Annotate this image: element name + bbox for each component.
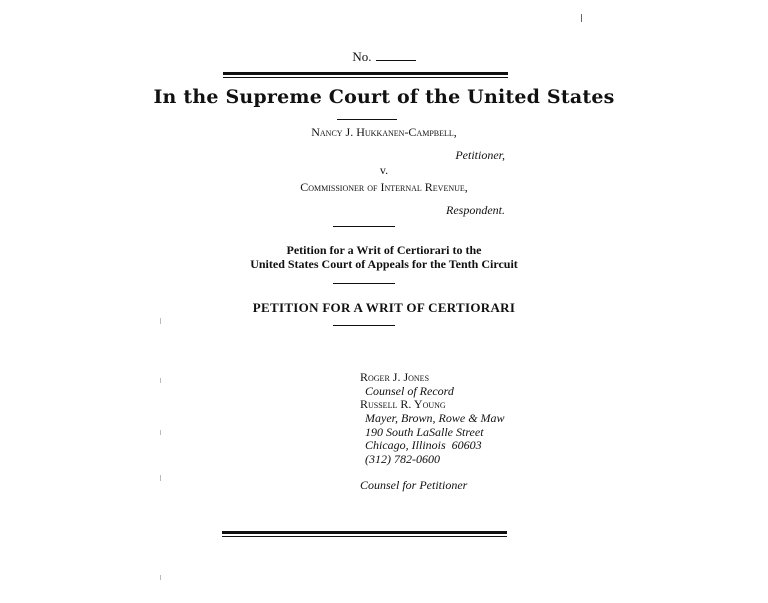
scan-speck (160, 430, 161, 435)
petitioner-name: Nancy J. Hukkanen-Campbell, (311, 125, 457, 139)
versus: v. (379, 163, 389, 177)
respondent-role: Respondent. (446, 203, 505, 217)
docket-label: No. (352, 49, 372, 64)
scan-speck (160, 318, 161, 324)
bottom-double-rule-lower (222, 536, 507, 537)
divider (337, 119, 397, 120)
divider (333, 283, 395, 284)
firm-phone: (312) 782-0600 (365, 452, 440, 466)
court-title: In the Supreme Court of the United States (153, 86, 615, 108)
respondent-name: Commissioner of Internal Revenue, (300, 180, 468, 194)
scan-speck (160, 378, 161, 383)
docket-blank (376, 49, 416, 61)
firm-city: Chicago, Illinois 60603 (365, 438, 482, 452)
firm-street: 190 South LaSalle Street (365, 425, 484, 439)
firm-name: Mayer, Brown, Rowe & Maw (365, 411, 505, 425)
petition-heading: PETITION FOR A WRIT OF CERTIORARI (252, 300, 516, 315)
top-double-rule-upper (223, 72, 508, 75)
attorney-2-name: Russell R. Young (360, 397, 446, 411)
scan-speck (160, 575, 161, 580)
counsel-for-petitioner: Counsel for Petitioner (360, 478, 468, 492)
divider (333, 226, 395, 227)
petitioner-role: Petitioner, (455, 148, 505, 162)
petition-line-1: Petition for a Writ of Certiorari to the (286, 243, 482, 257)
scan-speck (581, 14, 582, 22)
top-double-rule-lower (223, 77, 508, 78)
scan-speck (160, 475, 161, 481)
docket-number (0, 49, 768, 65)
petition-line-2: United States Court of Appeals for the Tenth Circuit (250, 257, 518, 271)
attorney-1-name: Roger J. Jones (360, 370, 430, 384)
divider (333, 325, 395, 326)
bottom-double-rule-upper (222, 531, 507, 534)
attorney-1-title: Counsel of Record (365, 384, 454, 398)
